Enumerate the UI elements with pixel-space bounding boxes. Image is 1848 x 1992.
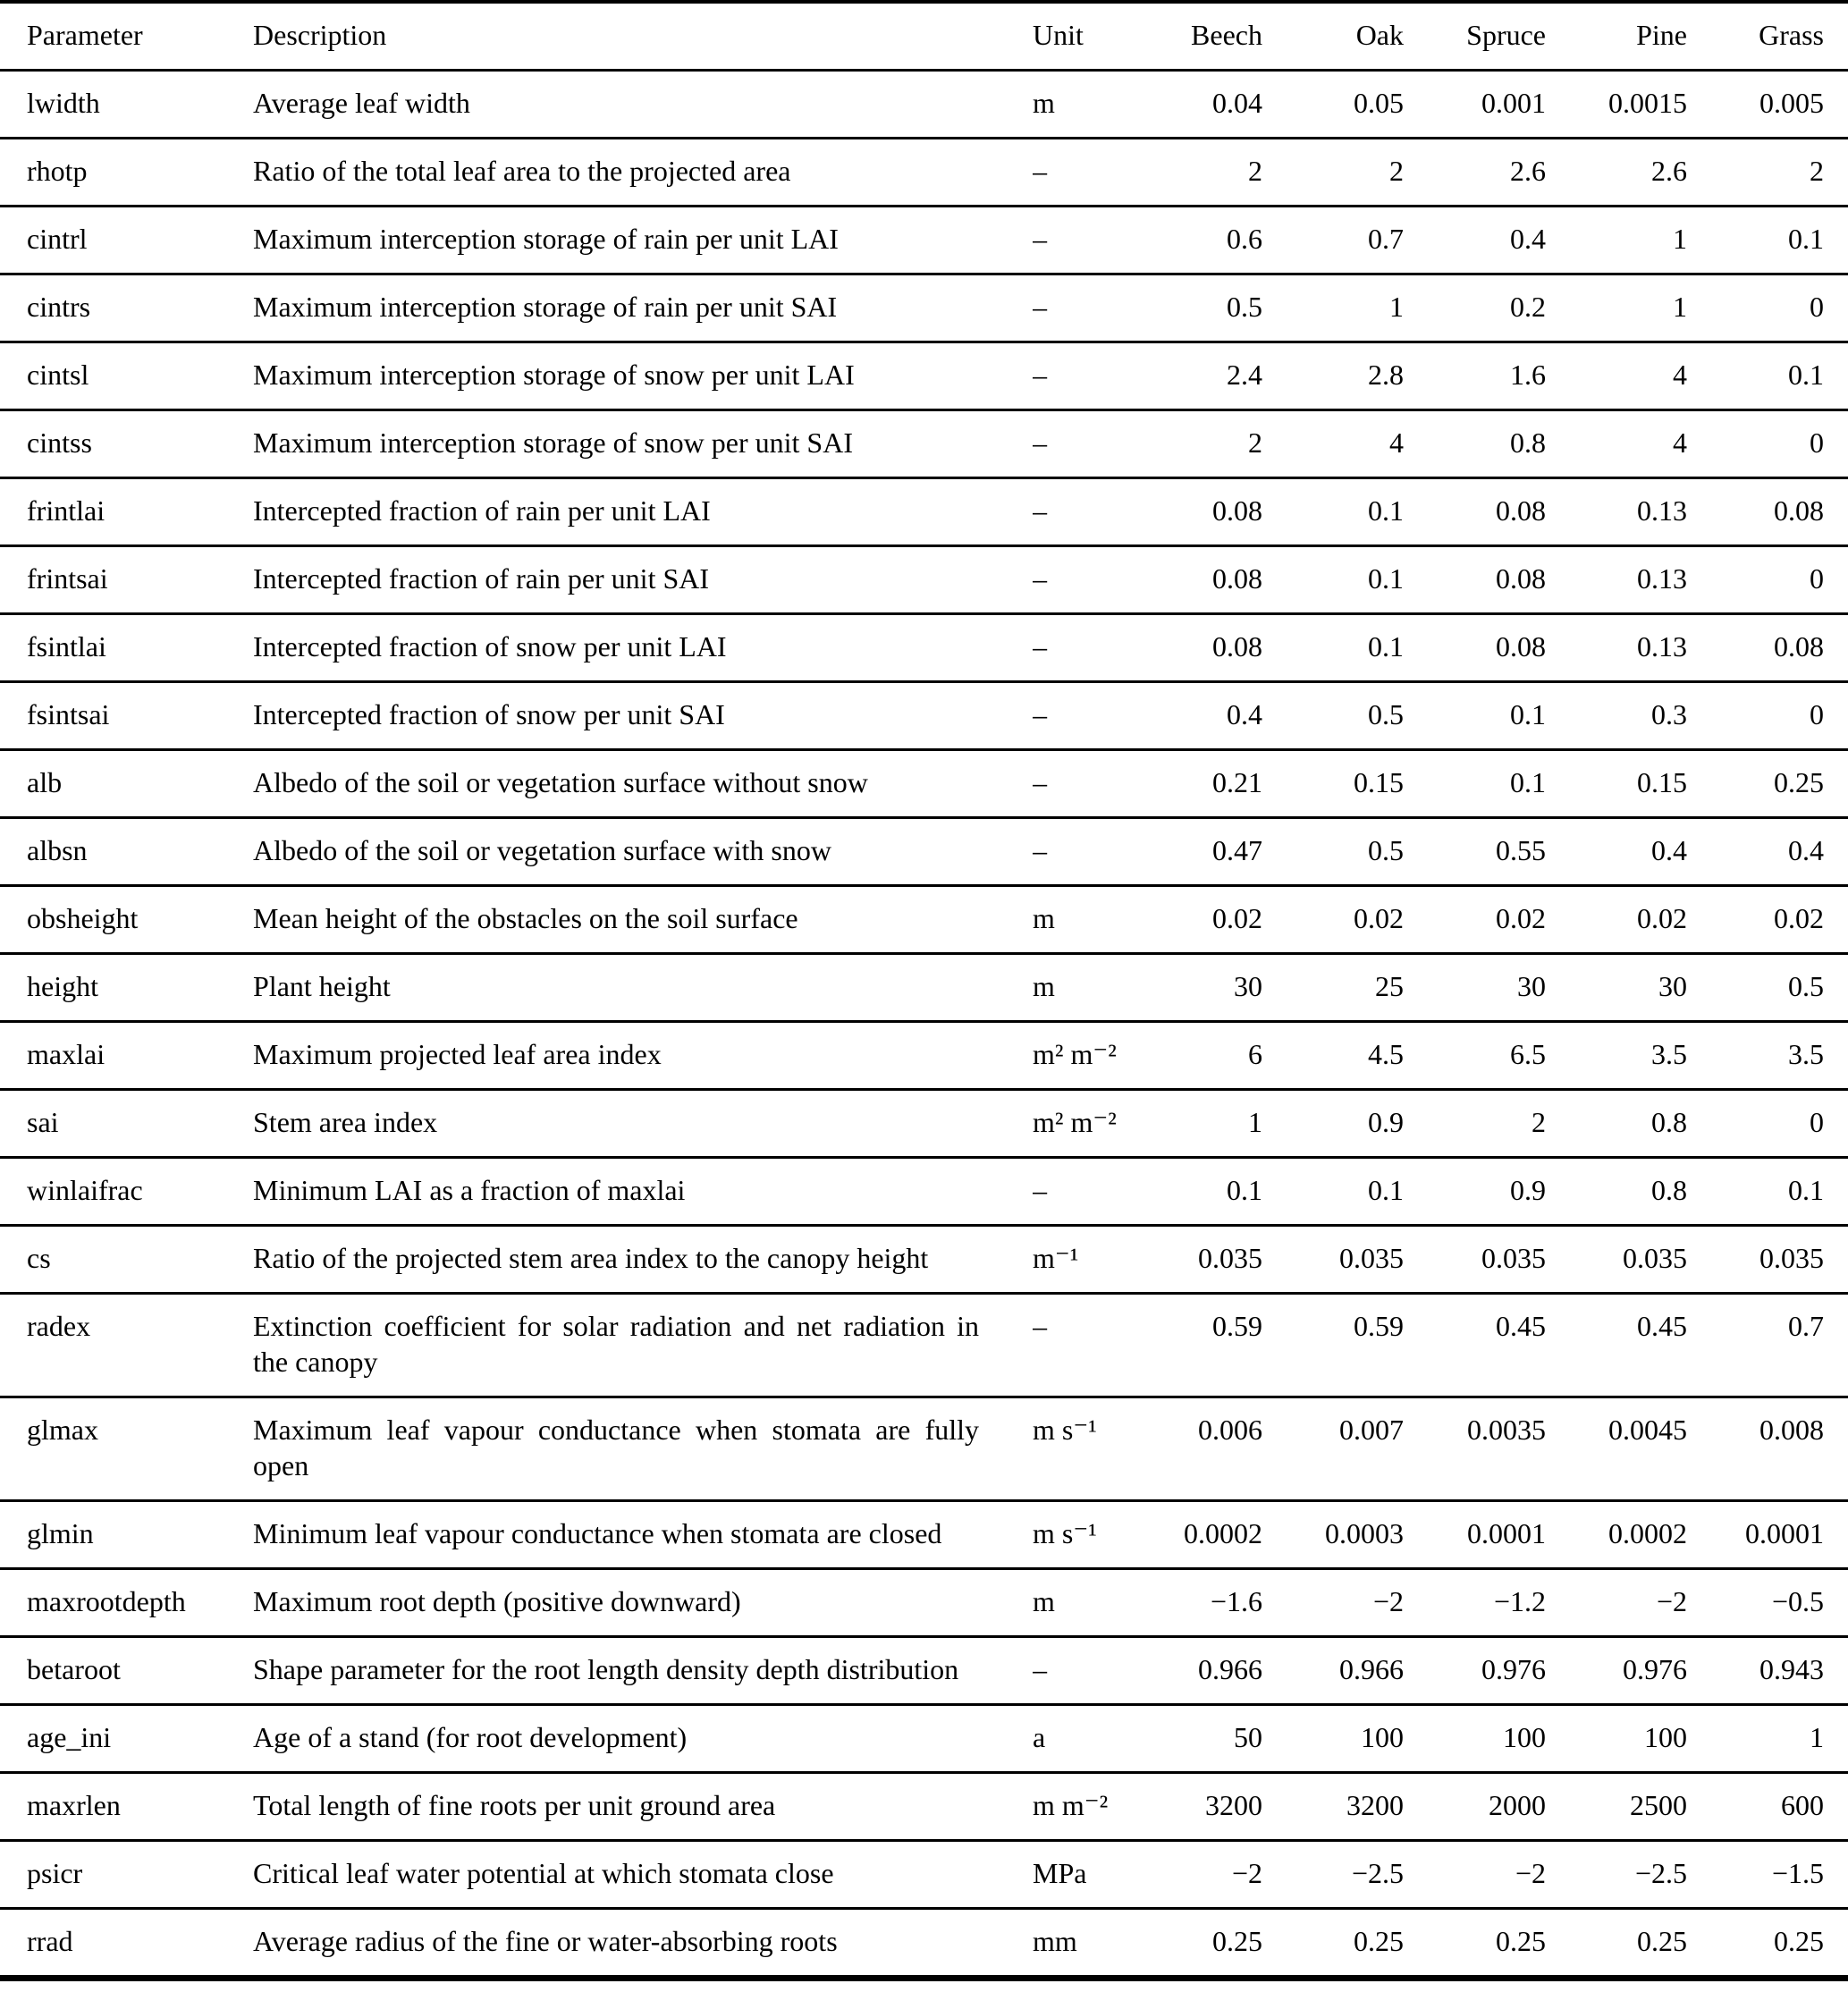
param-cell: cintss bbox=[27, 426, 92, 459]
table-row bbox=[0, 546, 1848, 614]
value-cell: 0.005 bbox=[1759, 87, 1824, 119]
value-cell: 0.08 bbox=[1496, 562, 1546, 595]
value-cell: 0.55 bbox=[1496, 834, 1546, 866]
param-cell: cintrl bbox=[27, 223, 88, 255]
value-cell: 2 bbox=[1532, 1106, 1546, 1138]
value-cell: 0.0035 bbox=[1467, 1414, 1546, 1446]
value-cell: 0.1 bbox=[1368, 630, 1404, 663]
value-cell: 0.6 bbox=[1227, 223, 1262, 255]
value-cell: 4 bbox=[1673, 359, 1687, 391]
unit-cell: m bbox=[1033, 970, 1055, 1002]
value-cell: 25 bbox=[1375, 970, 1404, 1002]
value-cell: 0.25 bbox=[1496, 1925, 1546, 1957]
value-cell: 0.035 bbox=[1481, 1242, 1546, 1274]
value-cell: 0 bbox=[1810, 426, 1824, 459]
value-cell: 0.08 bbox=[1774, 630, 1824, 663]
description-cell: Maximum root depth (positive downward) bbox=[253, 1585, 741, 1617]
value-cell: 30 bbox=[1517, 970, 1546, 1002]
value-cell: 4.5 bbox=[1368, 1038, 1404, 1070]
value-cell: 0 bbox=[1810, 562, 1824, 595]
value-cell: 30 bbox=[1658, 970, 1687, 1002]
column-header-description: Description bbox=[253, 19, 387, 51]
value-cell: −1.6 bbox=[1210, 1585, 1262, 1617]
value-cell: 100 bbox=[1361, 1721, 1404, 1753]
value-cell: 0.1 bbox=[1510, 766, 1546, 798]
value-cell: −1.5 bbox=[1771, 1857, 1824, 1889]
value-cell: 0.0002 bbox=[1608, 1517, 1687, 1549]
table-row bbox=[0, 954, 1848, 1022]
description-cell: Average leaf width bbox=[253, 87, 470, 119]
value-cell: 0.0003 bbox=[1325, 1517, 1404, 1549]
unit-cell: – bbox=[1033, 1310, 1047, 1342]
value-cell: 0.13 bbox=[1637, 630, 1687, 663]
value-cell: 0.7 bbox=[1788, 1310, 1824, 1342]
description-cell: Maximum interception storage of rain per unit LAI bbox=[253, 223, 839, 255]
description-cell: Minimum LAI as a fraction of maxlai bbox=[253, 1174, 686, 1206]
description-cell: Intercepted fraction of snow per unit LAI bbox=[253, 630, 727, 663]
description-cell: Critical leaf water potential at which stomata close bbox=[253, 1857, 834, 1889]
value-cell: 2 bbox=[1248, 426, 1262, 459]
value-cell: 4 bbox=[1673, 426, 1687, 459]
value-cell: 3200 bbox=[1205, 1789, 1262, 1821]
value-cell: 0.0002 bbox=[1184, 1517, 1262, 1549]
description-cell: Albedo of the soil or vegetation surface without snow bbox=[253, 766, 868, 798]
description-cell: Shape parameter for the root length density depth distribution bbox=[253, 1653, 959, 1685]
column-header-parameter: Parameter bbox=[27, 19, 143, 51]
value-cell: 0.15 bbox=[1637, 766, 1687, 798]
value-cell: 3200 bbox=[1346, 1789, 1404, 1821]
value-cell: 0.943 bbox=[1759, 1653, 1824, 1685]
table-row bbox=[0, 478, 1848, 546]
value-cell: 0.05 bbox=[1354, 87, 1404, 119]
value-cell: 0.1 bbox=[1368, 562, 1404, 595]
param-cell: cintsl bbox=[27, 359, 89, 391]
unit-cell: – bbox=[1033, 359, 1047, 391]
value-cell: 0.035 bbox=[1759, 1242, 1824, 1274]
value-cell: 0.08 bbox=[1774, 494, 1824, 527]
value-cell: 2.6 bbox=[1651, 155, 1687, 187]
unit-cell: m s⁻¹ bbox=[1033, 1414, 1097, 1446]
value-cell: 100 bbox=[1503, 1721, 1546, 1753]
table-row bbox=[0, 410, 1848, 478]
value-cell: 6.5 bbox=[1510, 1038, 1546, 1070]
table-row bbox=[0, 614, 1848, 682]
param-cell: alb bbox=[27, 766, 63, 798]
param-cell: glmin bbox=[27, 1517, 94, 1549]
table-row bbox=[0, 1022, 1848, 1090]
table-row bbox=[0, 1158, 1848, 1226]
value-cell: 1 bbox=[1673, 291, 1687, 323]
description-cell: Age of a stand (for root development) bbox=[253, 1721, 688, 1753]
param-cell: glmax bbox=[27, 1414, 98, 1446]
value-cell: 2500 bbox=[1630, 1789, 1687, 1821]
value-cell: 0.1 bbox=[1368, 1174, 1404, 1206]
value-cell: 0.4 bbox=[1788, 834, 1824, 866]
description-cell: Plant height bbox=[253, 970, 391, 1002]
unit-cell: – bbox=[1033, 426, 1047, 459]
description-cell: Albedo of the soil or vegetation surface with snow bbox=[253, 834, 831, 866]
table-row bbox=[0, 1226, 1848, 1294]
value-cell: 0.035 bbox=[1339, 1242, 1404, 1274]
description-cell: Maximum projected leaf area index bbox=[253, 1038, 662, 1070]
value-cell: 0.008 bbox=[1759, 1414, 1824, 1446]
description-cell: Minimum leaf vapour conductance when stomata are closed bbox=[253, 1517, 942, 1549]
unit-cell: mm bbox=[1033, 1925, 1077, 1957]
value-cell: 0.9 bbox=[1368, 1106, 1404, 1138]
param-cell: sai bbox=[27, 1106, 59, 1138]
value-cell: 0.4 bbox=[1227, 698, 1262, 730]
value-cell: 2 bbox=[1389, 155, 1404, 187]
value-cell: 0.5 bbox=[1788, 970, 1824, 1002]
value-cell: −0.5 bbox=[1771, 1585, 1824, 1617]
value-cell: 1 bbox=[1248, 1106, 1262, 1138]
param-cell: rrad bbox=[27, 1925, 73, 1957]
value-cell: 0.1 bbox=[1788, 1174, 1824, 1206]
unit-cell: m m⁻² bbox=[1033, 1789, 1109, 1821]
unit-cell: – bbox=[1033, 562, 1047, 595]
param-cell: psicr bbox=[27, 1857, 83, 1889]
value-cell: 0.7 bbox=[1368, 223, 1404, 255]
value-cell: 2 bbox=[1810, 155, 1824, 187]
value-cell: 0.035 bbox=[1198, 1242, 1262, 1274]
table-row bbox=[0, 1501, 1848, 1569]
value-cell: 0.8 bbox=[1651, 1174, 1687, 1206]
value-cell: 0.4 bbox=[1510, 223, 1546, 255]
value-cell: 0 bbox=[1810, 291, 1824, 323]
value-cell: 0.3 bbox=[1651, 698, 1687, 730]
value-cell: 0.59 bbox=[1354, 1310, 1404, 1342]
value-cell: 0.007 bbox=[1339, 1414, 1404, 1446]
value-cell: 0.25 bbox=[1774, 766, 1824, 798]
value-cell: 0.08 bbox=[1212, 494, 1262, 527]
unit-cell: m bbox=[1033, 1585, 1055, 1617]
value-cell: 0.035 bbox=[1623, 1242, 1687, 1274]
description-cell: Maximum interception storage of snow per unit SAI bbox=[253, 426, 853, 459]
value-cell: 0.45 bbox=[1496, 1310, 1546, 1342]
unit-cell: – bbox=[1033, 155, 1047, 187]
param-cell: maxrootdepth bbox=[27, 1585, 186, 1617]
value-cell: −2 bbox=[1231, 1857, 1262, 1889]
description-cell: Ratio of the projected stem area index to the canopy height bbox=[253, 1242, 929, 1274]
value-cell: −2 bbox=[1372, 1585, 1404, 1617]
header-row bbox=[0, 2, 1848, 71]
value-cell: 0.02 bbox=[1496, 902, 1546, 934]
unit-cell: m² m⁻² bbox=[1033, 1038, 1117, 1070]
value-cell: 30 bbox=[1234, 970, 1262, 1002]
unit-cell: – bbox=[1033, 1653, 1047, 1685]
value-cell: 50 bbox=[1234, 1721, 1262, 1753]
value-cell: 0.1 bbox=[1788, 223, 1824, 255]
value-cell: 0.966 bbox=[1339, 1653, 1404, 1685]
table-row bbox=[0, 750, 1848, 818]
value-cell: 0.001 bbox=[1481, 87, 1546, 119]
unit-cell: m bbox=[1033, 87, 1055, 119]
table-row bbox=[0, 1090, 1848, 1158]
description-cell: Maximum interception storage of rain per unit SAI bbox=[253, 291, 838, 323]
value-cell: 0.5 bbox=[1368, 698, 1404, 730]
unit-cell: – bbox=[1033, 630, 1047, 663]
column-header-unit: Unit bbox=[1033, 19, 1084, 51]
value-cell: −1.2 bbox=[1493, 1585, 1546, 1617]
table-row bbox=[0, 71, 1848, 139]
value-cell: 0.13 bbox=[1637, 562, 1687, 595]
value-cell: 0.0015 bbox=[1608, 87, 1687, 119]
value-cell: −2 bbox=[1515, 1857, 1546, 1889]
param-cell: albsn bbox=[27, 834, 88, 866]
value-cell: 0.13 bbox=[1637, 494, 1687, 527]
value-cell: −2.5 bbox=[1634, 1857, 1687, 1889]
value-cell: 0.08 bbox=[1212, 562, 1262, 595]
param-cell: frintlai bbox=[27, 494, 105, 527]
column-header-spruce: Spruce bbox=[1466, 19, 1546, 51]
table-row bbox=[0, 274, 1848, 342]
value-cell: 0.25 bbox=[1212, 1925, 1262, 1957]
value-cell: 0.8 bbox=[1651, 1106, 1687, 1138]
unit-cell: – bbox=[1033, 223, 1047, 255]
value-cell: 1 bbox=[1810, 1721, 1824, 1753]
value-cell: 1 bbox=[1389, 291, 1404, 323]
value-cell: 3.5 bbox=[1788, 1038, 1824, 1070]
value-cell: 600 bbox=[1781, 1789, 1824, 1821]
value-cell: 0.25 bbox=[1637, 1925, 1687, 1957]
value-cell: 0.04 bbox=[1212, 87, 1262, 119]
table-row bbox=[0, 1705, 1848, 1773]
unit-cell: m bbox=[1033, 902, 1055, 934]
value-cell: 6 bbox=[1248, 1038, 1262, 1070]
description-cell: Mean height of the obstacles on the soil surface bbox=[253, 902, 798, 934]
value-cell: 0.25 bbox=[1774, 1925, 1824, 1957]
description-cell: Maximum interception storage of snow per unit LAI bbox=[253, 359, 855, 391]
unit-cell: – bbox=[1033, 834, 1047, 866]
description-cell: Intercepted fraction of snow per unit SAI bbox=[253, 698, 725, 730]
value-cell: 0.966 bbox=[1198, 1653, 1262, 1685]
value-cell: 0.02 bbox=[1774, 902, 1824, 934]
value-cell: 0.976 bbox=[1481, 1653, 1546, 1685]
value-cell: 1.6 bbox=[1510, 359, 1546, 391]
unit-cell: m s⁻¹ bbox=[1033, 1517, 1097, 1549]
column-header-beech: Beech bbox=[1191, 19, 1262, 51]
column-header-grass: Grass bbox=[1759, 19, 1824, 51]
description-cell: Intercepted fraction of rain per unit SAI bbox=[253, 562, 710, 595]
table-row bbox=[0, 1637, 1848, 1705]
value-cell: 2000 bbox=[1489, 1789, 1546, 1821]
param-cell: maxrlen bbox=[27, 1789, 121, 1821]
param-cell: frintsai bbox=[27, 562, 108, 595]
value-cell: 0.9 bbox=[1510, 1174, 1546, 1206]
param-cell: maxlai bbox=[27, 1038, 105, 1070]
table-row bbox=[0, 1569, 1848, 1637]
value-cell: 0.25 bbox=[1354, 1925, 1404, 1957]
table-row bbox=[0, 139, 1848, 207]
value-cell: 0.08 bbox=[1496, 494, 1546, 527]
value-cell: 2.8 bbox=[1368, 359, 1404, 391]
param-cell: fsintsai bbox=[27, 698, 110, 730]
unit-cell: – bbox=[1033, 494, 1047, 527]
param-cell: radex bbox=[27, 1310, 91, 1342]
value-cell: 0.15 bbox=[1354, 766, 1404, 798]
table-row bbox=[0, 1397, 1848, 1501]
param-cell: cs bbox=[27, 1242, 51, 1274]
param-cell: cintrs bbox=[27, 291, 91, 323]
value-cell: 0.5 bbox=[1368, 834, 1404, 866]
value-cell: 0.02 bbox=[1637, 902, 1687, 934]
value-cell: 0.02 bbox=[1354, 902, 1404, 934]
param-cell: fsintlai bbox=[27, 630, 106, 663]
value-cell: 0.45 bbox=[1637, 1310, 1687, 1342]
table-row bbox=[0, 886, 1848, 954]
table-row bbox=[0, 818, 1848, 886]
unit-cell: – bbox=[1033, 1174, 1047, 1206]
value-cell: 0.1 bbox=[1788, 359, 1824, 391]
value-cell: −2.5 bbox=[1351, 1857, 1404, 1889]
value-cell: 2.4 bbox=[1227, 359, 1262, 391]
value-cell: 2.6 bbox=[1510, 155, 1546, 187]
value-cell: 0.08 bbox=[1496, 630, 1546, 663]
description-cell: Average radius of the fine or water-absorbing roots bbox=[253, 1925, 838, 1957]
value-cell: 0 bbox=[1810, 698, 1824, 730]
value-cell: 0 bbox=[1810, 1106, 1824, 1138]
table-row bbox=[0, 1909, 1848, 1979]
value-cell: 0.0001 bbox=[1467, 1517, 1546, 1549]
value-cell: 0.59 bbox=[1212, 1310, 1262, 1342]
value-cell: 0.1 bbox=[1510, 698, 1546, 730]
unit-cell: a bbox=[1033, 1721, 1046, 1753]
value-cell: 0.08 bbox=[1212, 630, 1262, 663]
description-cell: Ratio of the total leaf area to the projected area bbox=[253, 155, 791, 187]
unit-cell: – bbox=[1033, 698, 1047, 730]
value-cell: 2 bbox=[1248, 155, 1262, 187]
value-cell: 0.0001 bbox=[1745, 1517, 1824, 1549]
value-cell: 4 bbox=[1389, 426, 1404, 459]
value-cell: 0.4 bbox=[1651, 834, 1687, 866]
param-cell: age_ini bbox=[27, 1721, 112, 1753]
description-cell: Extinction coefficient for solar radiation and net radiation in the canopy bbox=[253, 1310, 979, 1378]
param-cell: betaroot bbox=[27, 1653, 121, 1685]
value-cell: 0.21 bbox=[1212, 766, 1262, 798]
description-cell: Total length of fine roots per unit ground area bbox=[253, 1789, 776, 1821]
unit-cell: m² m⁻² bbox=[1033, 1106, 1117, 1138]
table-row bbox=[0, 682, 1848, 750]
column-header-pine: Pine bbox=[1636, 19, 1687, 51]
table-row bbox=[0, 342, 1848, 410]
value-cell: 0.02 bbox=[1212, 902, 1262, 934]
value-cell: 0.1 bbox=[1368, 494, 1404, 527]
param-cell: winlaifrac bbox=[27, 1174, 143, 1206]
value-cell: 0.8 bbox=[1510, 426, 1546, 459]
value-cell: 1 bbox=[1673, 223, 1687, 255]
param-cell: height bbox=[27, 970, 98, 1002]
table-body bbox=[0, 71, 1848, 1979]
param-cell: obsheight bbox=[27, 902, 139, 934]
value-cell: 100 bbox=[1644, 1721, 1687, 1753]
unit-cell: – bbox=[1033, 291, 1047, 323]
unit-cell: m⁻¹ bbox=[1033, 1242, 1079, 1274]
unit-cell: MPa bbox=[1033, 1857, 1087, 1889]
value-cell: 0.006 bbox=[1198, 1414, 1262, 1446]
value-cell: 0.976 bbox=[1623, 1653, 1687, 1685]
table-row bbox=[0, 1294, 1848, 1397]
description-cell: Maximum leaf vapour conductance when stomata are fully open bbox=[253, 1414, 979, 1481]
value-cell: 0.5 bbox=[1227, 291, 1262, 323]
value-cell: −2 bbox=[1656, 1585, 1687, 1617]
param-cell: lwidth bbox=[27, 87, 100, 119]
value-cell: 0.2 bbox=[1510, 291, 1546, 323]
table-row bbox=[0, 1841, 1848, 1909]
column-header-oak: Oak bbox=[1355, 19, 1404, 51]
value-cell: 0.1 bbox=[1227, 1174, 1262, 1206]
table-row bbox=[0, 207, 1848, 274]
unit-cell: – bbox=[1033, 766, 1047, 798]
value-cell: 3.5 bbox=[1651, 1038, 1687, 1070]
value-cell: 0.47 bbox=[1212, 834, 1262, 866]
table-row bbox=[0, 1773, 1848, 1841]
description-cell: Intercepted fraction of rain per unit LAI bbox=[253, 494, 711, 527]
value-cell: 0.0045 bbox=[1608, 1414, 1687, 1446]
param-cell: rhotp bbox=[27, 155, 88, 187]
description-cell: Stem area index bbox=[253, 1106, 438, 1138]
